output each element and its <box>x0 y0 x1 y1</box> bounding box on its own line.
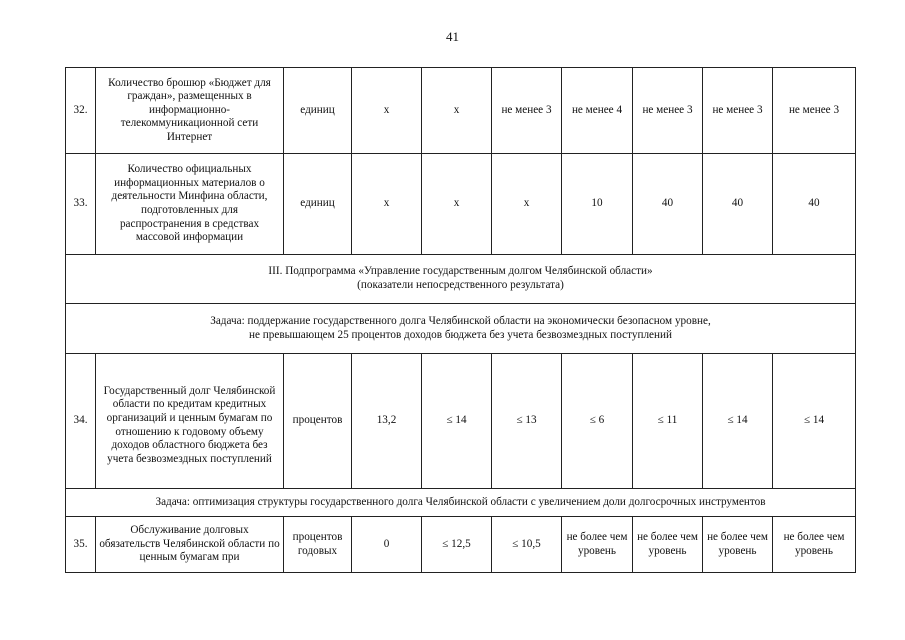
table-row-35 <box>66 517 856 573</box>
task-line: Задача: поддержание государственного долга Челябинской области на экономически безопасном уровне, <box>210 314 711 327</box>
task-header <box>66 304 856 354</box>
indicator-name: Государственный долг Челябинской области по кредитам кредитных организаций и ценным бумагам по отношению к годовому объему доходов областного бюджета без учета безвозмездных поступлений <box>96 354 284 489</box>
value-cell: не менее 3 <box>703 68 773 154</box>
value-cell: х <box>422 154 492 255</box>
value-cell: не более чем уровень <box>773 517 856 573</box>
task-row <box>66 304 856 354</box>
subprogram-header <box>66 255 856 304</box>
row-number: 32. <box>66 68 96 154</box>
unit-cell: процентов годовых <box>284 517 352 573</box>
value-cell: не более чем уровень <box>703 517 773 573</box>
value-cell: 40 <box>703 154 773 255</box>
indicator-name: Количество брошюр «Бюджет для граждан», размещенных в информационно-телекоммуникационной сети Интернет <box>96 68 284 154</box>
table-row-33 <box>66 154 856 255</box>
unit-cell: процентов <box>284 354 352 489</box>
value-cell: 40 <box>773 154 856 255</box>
unit-cell: единиц <box>284 154 352 255</box>
value-cell: ≤ 13 <box>492 354 562 489</box>
value-cell: 40 <box>633 154 703 255</box>
subprogram-header-row <box>66 255 856 304</box>
value-cell: ≤ 12,5 <box>422 517 492 573</box>
indicator-name: Количество официальных информационных материалов о деятельности Минфина области, подготовленных для распространения в средствах массовой информации <box>96 154 284 255</box>
value-cell: не более чем уровень <box>562 517 633 573</box>
row-number: 33. <box>66 154 96 255</box>
value-cell: ≤ 14 <box>422 354 492 489</box>
value-cell: ≤ 6 <box>562 354 633 489</box>
value-cell: ≤ 11 <box>633 354 703 489</box>
value-cell: 0 <box>352 517 422 573</box>
indicators-table <box>65 67 856 573</box>
value-cell: ≤ 14 <box>703 354 773 489</box>
subprogram-subtitle: (показатели непосредственного результата) <box>357 279 564 291</box>
row-number: 35. <box>66 517 96 573</box>
value-cell: не менее 3 <box>633 68 703 154</box>
table-row-32 <box>66 68 856 154</box>
page-number: 41 <box>446 29 459 44</box>
row-number: 34. <box>66 354 96 489</box>
task-row <box>66 489 856 517</box>
task-header: Задача: оптимизация структуры государственного долга Челябинской области с увеличением доли долгосрочных инструментов <box>66 489 856 517</box>
value-cell: не менее 3 <box>492 68 562 154</box>
indicator-name: Обслуживание долговых обязательств Челябинской области по ценным бумагам при <box>96 517 284 573</box>
unit-cell: единиц <box>284 68 352 154</box>
table-row-34 <box>66 354 856 489</box>
value-cell: х <box>352 154 422 255</box>
value-cell: ≤ 10,5 <box>492 517 562 573</box>
value-cell: 13,2 <box>352 354 422 489</box>
value-cell: 10 <box>562 154 633 255</box>
value-cell: не менее 3 <box>773 68 856 154</box>
value-cell: не менее 4 <box>562 68 633 154</box>
value-cell: х <box>492 154 562 255</box>
subprogram-title: III. Подпрограмма «Управление государственным долгом Челябинской области» <box>268 265 653 278</box>
value-cell: ≤ 14 <box>773 354 856 489</box>
task-line: не превышающем 25 процентов доходов бюджета без учета безвозмездных поступлений <box>249 328 672 341</box>
value-cell: х <box>422 68 492 154</box>
value-cell: х <box>352 68 422 154</box>
value-cell: не более чем уровень <box>633 517 703 573</box>
